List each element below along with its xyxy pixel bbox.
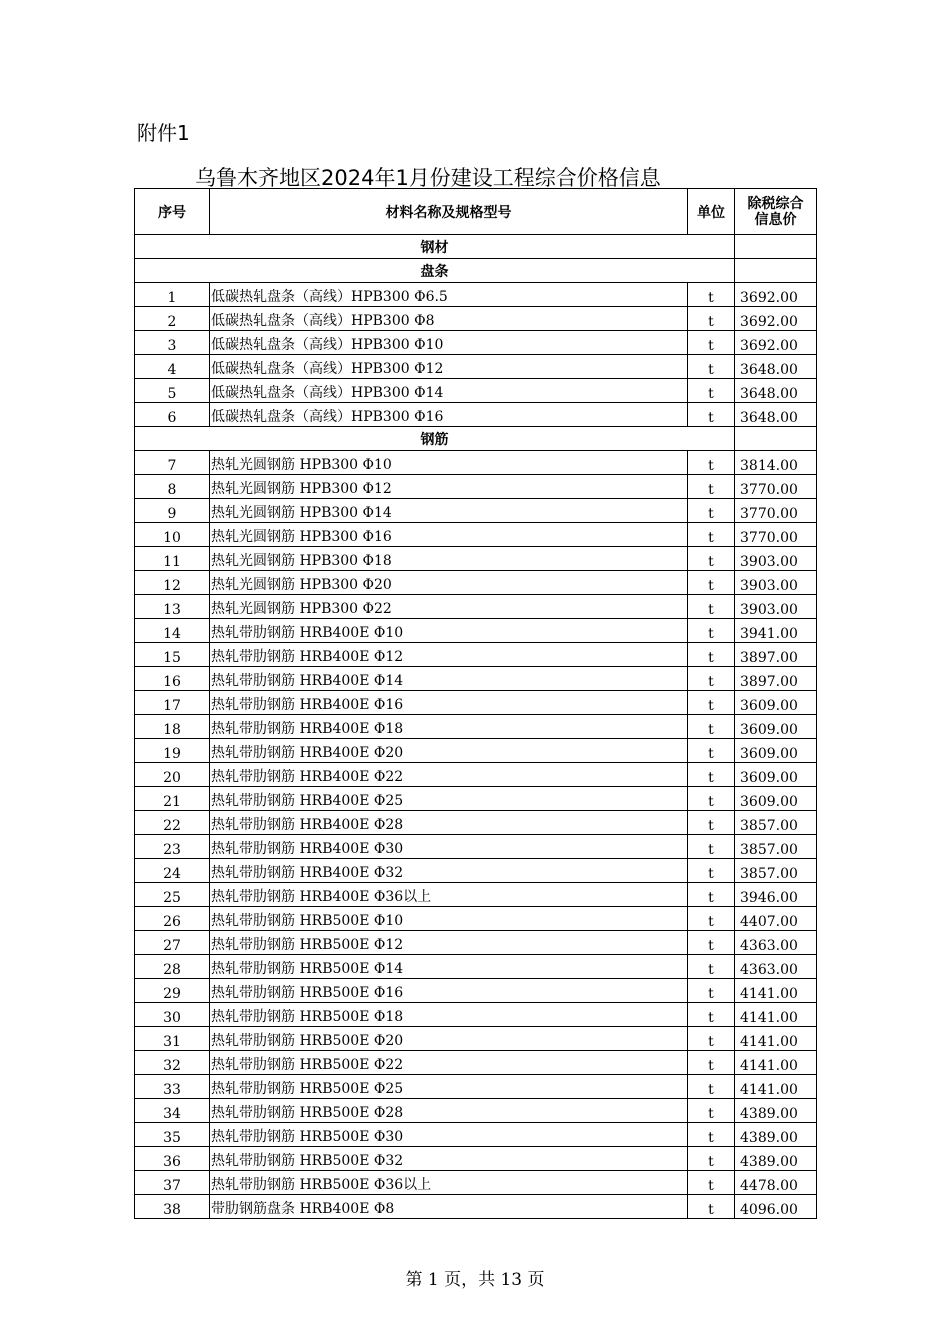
- item-price: 3692.00: [735, 307, 817, 331]
- item-number: 21: [135, 787, 210, 811]
- item-unit: t: [688, 931, 735, 955]
- item-name: 热轧光圆钢筋 HPB300 Φ12: [210, 475, 688, 499]
- item-number: 13: [135, 595, 210, 619]
- item-name: 热轧带肋钢筋 HRB500E Φ14: [210, 955, 688, 979]
- table-row: [135, 1195, 817, 1219]
- table-row: [135, 859, 817, 883]
- item-name: 热轧带肋钢筋 HRB400E Φ32: [210, 859, 688, 883]
- item-name: 热轧带肋钢筋 HRB400E Φ30: [210, 835, 688, 859]
- item-name: 低碳热轧盘条（高线）HPB300 Φ12: [210, 355, 688, 379]
- item-unit: t: [688, 835, 735, 859]
- item-unit: t: [688, 523, 735, 547]
- item-price: 3897.00: [735, 667, 817, 691]
- item-name: 热轧带肋钢筋 HRB400E Φ16: [210, 691, 688, 715]
- item-unit: t: [688, 1123, 735, 1147]
- item-name: 热轧带肋钢筋 HRB500E Φ16: [210, 979, 688, 1003]
- item-unit: t: [688, 643, 735, 667]
- table-row: [135, 331, 817, 355]
- item-name: 热轧带肋钢筋 HRB500E Φ20: [210, 1027, 688, 1051]
- item-price: 3903.00: [735, 571, 817, 595]
- item-number: 32: [135, 1051, 210, 1075]
- item-number: 23: [135, 835, 210, 859]
- table-row: [135, 499, 817, 523]
- item-name: 热轧带肋钢筋 HRB400E Φ12: [210, 643, 688, 667]
- item-price: 3648.00: [735, 379, 817, 403]
- item-price: 3692.00: [735, 283, 817, 307]
- item-name: 热轧带肋钢筋 HRB500E Φ36以上: [210, 1171, 688, 1195]
- header-no: 序号: [135, 189, 210, 235]
- item-unit: t: [688, 1147, 735, 1171]
- item-unit: t: [688, 667, 735, 691]
- item-price: 4141.00: [735, 1075, 817, 1099]
- table-row: [135, 883, 817, 907]
- section-title: 盘条: [135, 259, 735, 283]
- item-price: 4141.00: [735, 979, 817, 1003]
- table-row: [135, 643, 817, 667]
- table-row: [135, 715, 817, 739]
- table-row: [135, 403, 817, 427]
- item-unit: t: [688, 787, 735, 811]
- item-unit: t: [688, 331, 735, 355]
- item-unit: t: [688, 1099, 735, 1123]
- table-row: [135, 667, 817, 691]
- item-price: 3770.00: [735, 475, 817, 499]
- item-number: 2: [135, 307, 210, 331]
- section-row: [135, 235, 817, 259]
- table-row: [135, 619, 817, 643]
- table-row: [135, 1027, 817, 1051]
- document-title: 乌鲁木齐地区2024年1月份建设工程综合价格信息: [195, 166, 661, 190]
- table-row: [135, 739, 817, 763]
- item-unit: t: [688, 1075, 735, 1099]
- item-price: 3857.00: [735, 811, 817, 835]
- item-number: 17: [135, 691, 210, 715]
- item-price: 3692.00: [735, 331, 817, 355]
- item-price: 3609.00: [735, 715, 817, 739]
- item-unit: t: [688, 283, 735, 307]
- item-name: 热轧带肋钢筋 HRB400E Φ14: [210, 667, 688, 691]
- item-unit: t: [688, 1027, 735, 1051]
- table-row: [135, 451, 817, 475]
- item-unit: t: [688, 571, 735, 595]
- table-row: [135, 811, 817, 835]
- item-number: 8: [135, 475, 210, 499]
- item-name: 热轧带肋钢筋 HRB500E Φ10: [210, 907, 688, 931]
- table-row: [135, 475, 817, 499]
- item-price: 3857.00: [735, 835, 817, 859]
- item-unit: t: [688, 859, 735, 883]
- item-name: 热轧带肋钢筋 HRB500E Φ18: [210, 1003, 688, 1027]
- item-name: 热轧带肋钢筋 HRB400E Φ28: [210, 811, 688, 835]
- item-unit: t: [688, 979, 735, 1003]
- item-name: 热轧带肋钢筋 HRB400E Φ36以上: [210, 883, 688, 907]
- item-unit: t: [688, 379, 735, 403]
- item-name: 热轧带肋钢筋 HRB500E Φ28: [210, 1099, 688, 1123]
- item-price: 3609.00: [735, 691, 817, 715]
- item-number: 25: [135, 883, 210, 907]
- item-unit: t: [688, 1051, 735, 1075]
- item-price: 3770.00: [735, 523, 817, 547]
- item-unit: t: [688, 691, 735, 715]
- item-price: 3897.00: [735, 643, 817, 667]
- item-price: 4478.00: [735, 1171, 817, 1195]
- item-price: 4141.00: [735, 1051, 817, 1075]
- item-price: 3609.00: [735, 787, 817, 811]
- item-number: 35: [135, 1123, 210, 1147]
- item-name: 热轧带肋钢筋 HRB400E Φ18: [210, 715, 688, 739]
- table-row: [135, 1051, 817, 1075]
- item-number: 27: [135, 931, 210, 955]
- section-price-cell: [735, 427, 817, 451]
- item-price: 3857.00: [735, 859, 817, 883]
- item-number: 36: [135, 1147, 210, 1171]
- item-name: 低碳热轧盘条（高线）HPB300 Φ6.5: [210, 283, 688, 307]
- item-unit: t: [688, 547, 735, 571]
- item-price: 4363.00: [735, 955, 817, 979]
- item-name: 热轧光圆钢筋 HPB300 Φ10: [210, 451, 688, 475]
- table-row: [135, 355, 817, 379]
- table-row: [135, 523, 817, 547]
- item-price: 3946.00: [735, 883, 817, 907]
- table-row: [135, 955, 817, 979]
- header-price: [735, 189, 817, 235]
- item-number: 19: [135, 739, 210, 763]
- section-title: 钢筋: [135, 427, 735, 451]
- item-price: 4407.00: [735, 907, 817, 931]
- item-unit: t: [688, 475, 735, 499]
- item-number: 3: [135, 331, 210, 355]
- item-number: 14: [135, 619, 210, 643]
- section-row: [135, 427, 817, 451]
- item-unit: t: [688, 907, 735, 931]
- item-number: 9: [135, 499, 210, 523]
- item-unit: t: [688, 883, 735, 907]
- item-name: 热轧带肋钢筋 HRB500E Φ32: [210, 1147, 688, 1171]
- item-name: 低碳热轧盘条（高线）HPB300 Φ16: [210, 403, 688, 427]
- table-row: [135, 283, 817, 307]
- item-unit: t: [688, 1195, 735, 1219]
- header-price-line2: 信息价: [754, 211, 797, 228]
- item-name: 低碳热轧盘条（高线）HPB300 Φ14: [210, 379, 688, 403]
- item-number: 31: [135, 1027, 210, 1051]
- table-row: [135, 1003, 817, 1027]
- item-number: 6: [135, 403, 210, 427]
- item-number: 26: [135, 907, 210, 931]
- table-row: [135, 787, 817, 811]
- table-row: [135, 1147, 817, 1171]
- table-row: [135, 379, 817, 403]
- item-number: 4: [135, 355, 210, 379]
- attachment-label: 附件1: [137, 121, 190, 145]
- item-name: 热轧带肋钢筋 HRB500E Φ30: [210, 1123, 688, 1147]
- item-price: 3609.00: [735, 763, 817, 787]
- item-price: 4389.00: [735, 1099, 817, 1123]
- item-price: 4363.00: [735, 931, 817, 955]
- section-price-cell: [735, 259, 817, 283]
- item-price: 3770.00: [735, 499, 817, 523]
- item-unit: t: [688, 763, 735, 787]
- item-unit: t: [688, 955, 735, 979]
- item-unit: t: [688, 1003, 735, 1027]
- item-number: 37: [135, 1171, 210, 1195]
- item-name: 热轧带肋钢筋 HRB500E Φ25: [210, 1075, 688, 1099]
- item-price: 4096.00: [735, 1195, 817, 1219]
- item-unit: t: [688, 811, 735, 835]
- item-name: 热轧光圆钢筋 HPB300 Φ18: [210, 547, 688, 571]
- item-name: 热轧光圆钢筋 HPB300 Φ14: [210, 499, 688, 523]
- section-row: [135, 259, 817, 283]
- item-number: 10: [135, 523, 210, 547]
- item-unit: t: [688, 451, 735, 475]
- header-name: 材料名称及规格型号: [210, 189, 688, 235]
- item-name: 热轧带肋钢筋 HRB400E Φ20: [210, 739, 688, 763]
- item-name: 热轧带肋钢筋 HRB500E Φ22: [210, 1051, 688, 1075]
- table-row: [135, 547, 817, 571]
- item-price: 3814.00: [735, 451, 817, 475]
- item-unit: t: [688, 355, 735, 379]
- price-table: [134, 188, 817, 1219]
- item-number: 30: [135, 1003, 210, 1027]
- table-row: [135, 307, 817, 331]
- table-row: [135, 571, 817, 595]
- table-row: [135, 907, 817, 931]
- item-name: 热轧带肋钢筋 HRB500E Φ12: [210, 931, 688, 955]
- table-row: [135, 1099, 817, 1123]
- item-unit: t: [688, 1171, 735, 1195]
- item-unit: t: [688, 595, 735, 619]
- item-price: 4389.00: [735, 1123, 817, 1147]
- item-price: 3941.00: [735, 619, 817, 643]
- item-name: 热轧光圆钢筋 HPB300 Φ22: [210, 595, 688, 619]
- table-header-row: [135, 189, 817, 235]
- item-name: 热轧带肋钢筋 HRB400E Φ10: [210, 619, 688, 643]
- item-price: 4141.00: [735, 1027, 817, 1051]
- table-row: [135, 595, 817, 619]
- item-number: 38: [135, 1195, 210, 1219]
- item-number: 1: [135, 283, 210, 307]
- table-row: [135, 763, 817, 787]
- item-number: 12: [135, 571, 210, 595]
- item-unit: t: [688, 307, 735, 331]
- item-name: 热轧光圆钢筋 HPB300 Φ16: [210, 523, 688, 547]
- item-number: 33: [135, 1075, 210, 1099]
- item-name: 热轧带肋钢筋 HRB400E Φ22: [210, 763, 688, 787]
- item-number: 20: [135, 763, 210, 787]
- item-unit: t: [688, 715, 735, 739]
- item-price: 3648.00: [735, 355, 817, 379]
- item-name: 热轧光圆钢筋 HPB300 Φ20: [210, 571, 688, 595]
- table-row: [135, 1075, 817, 1099]
- item-number: 34: [135, 1099, 210, 1123]
- section-title: 钢材: [135, 235, 735, 259]
- table-row: [135, 1123, 817, 1147]
- item-number: 24: [135, 859, 210, 883]
- item-number: 29: [135, 979, 210, 1003]
- item-number: 7: [135, 451, 210, 475]
- item-number: 28: [135, 955, 210, 979]
- item-number: 18: [135, 715, 210, 739]
- item-number: 11: [135, 547, 210, 571]
- item-number: 22: [135, 811, 210, 835]
- page-footer: 第 1 页，共 13 页: [405, 1270, 545, 1290]
- item-name: 带肋钢筋盘条 HRB400E Φ8: [210, 1195, 688, 1219]
- item-price: 3648.00: [735, 403, 817, 427]
- table-row: [135, 691, 817, 715]
- item-price: 3903.00: [735, 595, 817, 619]
- item-number: 16: [135, 667, 210, 691]
- item-price: 3903.00: [735, 547, 817, 571]
- item-unit: t: [688, 403, 735, 427]
- table-row: [135, 931, 817, 955]
- item-unit: t: [688, 499, 735, 523]
- item-name: 热轧带肋钢筋 HRB400E Φ25: [210, 787, 688, 811]
- item-unit: t: [688, 619, 735, 643]
- item-price: 4389.00: [735, 1147, 817, 1171]
- item-number: 5: [135, 379, 210, 403]
- section-price-cell: [735, 235, 817, 259]
- header-price-line1: 除税综合: [747, 195, 804, 212]
- item-price: 4141.00: [735, 1003, 817, 1027]
- table-row: [135, 835, 817, 859]
- item-name: 低碳热轧盘条（高线）HPB300 Φ8: [210, 307, 688, 331]
- item-unit: t: [688, 739, 735, 763]
- item-number: 15: [135, 643, 210, 667]
- table-row: [135, 1171, 817, 1195]
- item-price: 3609.00: [735, 739, 817, 763]
- price-table-body: [135, 189, 817, 1219]
- table-row: [135, 979, 817, 1003]
- header-unit: 单位: [688, 189, 735, 235]
- item-name: 低碳热轧盘条（高线）HPB300 Φ10: [210, 331, 688, 355]
